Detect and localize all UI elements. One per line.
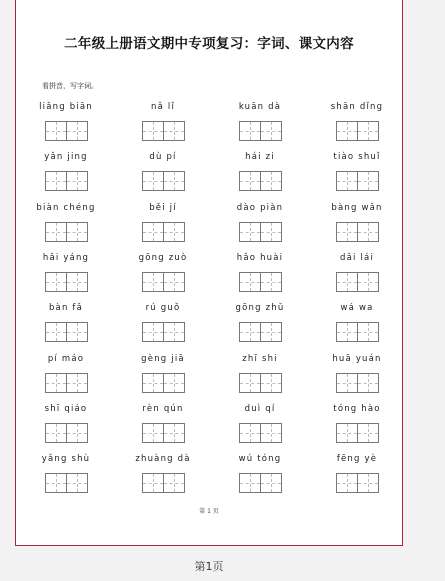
pinyin-label: kuān dà [238, 102, 282, 112]
word-item [125, 151, 201, 191]
pinyin-label: biàn chéng [36, 202, 96, 213]
character-box[interactable] [260, 473, 282, 493]
character-box[interactable] [260, 373, 282, 393]
character-box[interactable] [142, 272, 164, 292]
character-box[interactable] [142, 121, 164, 141]
character-box[interactable] [45, 272, 67, 292]
character-box[interactable] [66, 373, 88, 393]
writing-boxes [125, 222, 201, 242]
character-box[interactable] [142, 373, 164, 393]
writing-boxes [125, 171, 201, 191]
character-box[interactable] [336, 423, 358, 443]
character-box[interactable] [163, 373, 185, 393]
character-box[interactable] [45, 121, 67, 141]
writing-boxes [125, 121, 201, 141]
writing-boxes [28, 423, 104, 443]
word-item [222, 353, 298, 393]
exercise-instruction: 看拼音，写字词。 [42, 82, 98, 90]
pinyin-label: hǎi yáng [42, 252, 90, 263]
pinyin-label: pí máo [47, 353, 85, 364]
character-box[interactable] [357, 322, 379, 342]
word-item [125, 453, 201, 493]
word-item [125, 403, 201, 443]
word-item [28, 151, 104, 191]
character-box[interactable] [142, 222, 164, 242]
word-item [28, 101, 104, 141]
character-box[interactable] [66, 121, 88, 141]
word-item [125, 302, 201, 342]
character-box[interactable] [357, 473, 379, 493]
writing-boxes [28, 473, 104, 493]
writing-boxes [28, 322, 104, 342]
pinyin-label: bàn fǎ [48, 303, 84, 314]
character-box[interactable] [336, 171, 358, 191]
writing-boxes [125, 423, 201, 443]
word-item [28, 202, 104, 242]
pinyin-label: tóng hào [333, 403, 381, 414]
character-box[interactable] [66, 222, 88, 242]
writing-boxes [222, 171, 298, 191]
character-box[interactable] [357, 272, 379, 292]
pinyin-label: dǎi lái [340, 252, 374, 263]
word-item [125, 353, 201, 393]
writing-boxes [125, 473, 201, 493]
character-box[interactable] [336, 272, 358, 292]
pinyin-label: gōng zhǔ [235, 303, 285, 314]
pinyin-label: hái zi [245, 152, 275, 163]
character-box[interactable] [66, 473, 88, 493]
pinyin-label: liǎng biān [39, 102, 93, 112]
character-box[interactable] [142, 423, 164, 443]
character-box[interactable] [239, 272, 261, 292]
pinyin-label: dù pí [149, 152, 177, 163]
character-box[interactable] [336, 222, 358, 242]
writing-boxes [28, 121, 104, 141]
character-box[interactable] [239, 121, 261, 141]
character-box[interactable] [239, 373, 261, 393]
pinyin-label: gèng jiā [141, 353, 185, 364]
writing-boxes [125, 272, 201, 292]
pinyin-label: tiào shuǐ [333, 152, 381, 163]
writing-boxes [222, 222, 298, 242]
character-box[interactable] [45, 222, 67, 242]
writing-boxes [28, 222, 104, 242]
character-box[interactable] [239, 473, 261, 493]
word-item [319, 202, 395, 242]
character-box[interactable] [260, 272, 282, 292]
character-box[interactable] [336, 473, 358, 493]
character-box[interactable] [142, 171, 164, 191]
character-box[interactable] [163, 473, 185, 493]
writing-boxes [125, 322, 201, 342]
word-item [28, 252, 104, 292]
character-box[interactable] [163, 272, 185, 292]
character-box[interactable] [163, 322, 185, 342]
writing-boxes [28, 171, 104, 191]
word-item [222, 252, 298, 292]
pinyin-label: shān dǐng [330, 102, 384, 112]
writing-boxes [222, 423, 298, 443]
writing-boxes [222, 121, 298, 141]
pinyin-label: dào piàn [236, 202, 284, 213]
pinyin-label: hǎo huài [236, 252, 284, 263]
word-item [125, 252, 201, 292]
word-item [319, 403, 395, 443]
character-box[interactable] [260, 322, 282, 342]
character-box[interactable] [239, 322, 261, 342]
word-item [222, 403, 298, 443]
writing-boxes [222, 272, 298, 292]
pinyin-label: zhuàng dà [135, 454, 191, 465]
writing-boxes [222, 322, 298, 342]
word-item [319, 353, 395, 393]
character-box[interactable] [239, 222, 261, 242]
character-box[interactable] [260, 171, 282, 191]
character-box[interactable] [45, 322, 67, 342]
character-box[interactable] [66, 322, 88, 342]
character-box[interactable] [357, 121, 379, 141]
word-item [319, 151, 395, 191]
page-title: 二年级上册语文期中专项复习：字词、课文内容 [64, 36, 354, 52]
character-box[interactable] [163, 423, 185, 443]
pinyin-label: bàng wǎn [331, 202, 383, 213]
character-box[interactable] [260, 121, 282, 141]
word-item [28, 353, 104, 393]
word-item [28, 302, 104, 342]
character-box[interactable] [357, 373, 379, 393]
pinyin-label: rèn qún [142, 403, 184, 414]
pinyin-label: rú guǒ [145, 303, 181, 314]
word-item [319, 101, 395, 141]
word-item [125, 202, 201, 242]
pinyin-label: fēng yè [336, 454, 378, 465]
pinyin-label: nǎ lǐ [150, 102, 176, 112]
character-box[interactable] [66, 272, 88, 292]
word-item [222, 453, 298, 493]
character-box[interactable] [45, 473, 67, 493]
pinyin-label: yǎng shù [41, 454, 91, 465]
writing-boxes [28, 373, 104, 393]
character-box[interactable] [239, 171, 261, 191]
page-number: 第 1 页 [199, 508, 219, 515]
writing-boxes [28, 272, 104, 292]
pinyin-label: yǎn jing [44, 152, 88, 163]
word-item [125, 101, 201, 141]
character-box[interactable] [260, 423, 282, 443]
word-item [222, 302, 298, 342]
character-box[interactable] [357, 222, 379, 242]
word-item [222, 151, 298, 191]
writing-boxes [319, 322, 395, 342]
pinyin-label: gōng zuò [138, 252, 188, 263]
character-box[interactable] [142, 473, 164, 493]
character-box[interactable] [336, 373, 358, 393]
writing-boxes [319, 222, 395, 242]
pinyin-label: duì qí [244, 403, 276, 414]
pinyin-label: wá wa [340, 303, 374, 314]
character-box[interactable] [163, 171, 185, 191]
document-page [15, 0, 403, 546]
page-indicator: 第1页 [194, 560, 224, 573]
writing-boxes [319, 423, 395, 443]
writing-boxes [319, 272, 395, 292]
pinyin-label: běi jí [149, 202, 177, 213]
character-box[interactable] [336, 121, 358, 141]
character-box[interactable] [66, 171, 88, 191]
character-box[interactable] [45, 171, 67, 191]
character-box[interactable] [66, 423, 88, 443]
pinyin-exercise-grid [16, 0, 402, 545]
character-box[interactable] [336, 322, 358, 342]
character-box[interactable] [357, 423, 379, 443]
character-box[interactable] [45, 423, 67, 443]
word-item [222, 202, 298, 242]
character-box[interactable] [163, 121, 185, 141]
word-item [319, 252, 395, 292]
pinyin-label: wú tóng [238, 454, 282, 465]
character-box[interactable] [45, 373, 67, 393]
pinyin-label: zhī shi [242, 353, 278, 364]
writing-boxes [222, 473, 298, 493]
writing-boxes [319, 171, 395, 191]
pinyin-label: huā yuán [332, 353, 382, 364]
word-item [319, 302, 395, 342]
word-item [28, 453, 104, 493]
writing-boxes [319, 373, 395, 393]
writing-boxes [319, 121, 395, 141]
writing-boxes [125, 373, 201, 393]
writing-boxes [222, 373, 298, 393]
character-box[interactable] [260, 222, 282, 242]
character-box[interactable] [163, 222, 185, 242]
word-item [319, 453, 395, 493]
character-box[interactable] [142, 322, 164, 342]
writing-boxes [319, 473, 395, 493]
word-item [28, 403, 104, 443]
character-box[interactable] [357, 171, 379, 191]
word-item [222, 101, 298, 141]
character-box[interactable] [239, 423, 261, 443]
pinyin-label: shī qiáo [44, 403, 88, 414]
